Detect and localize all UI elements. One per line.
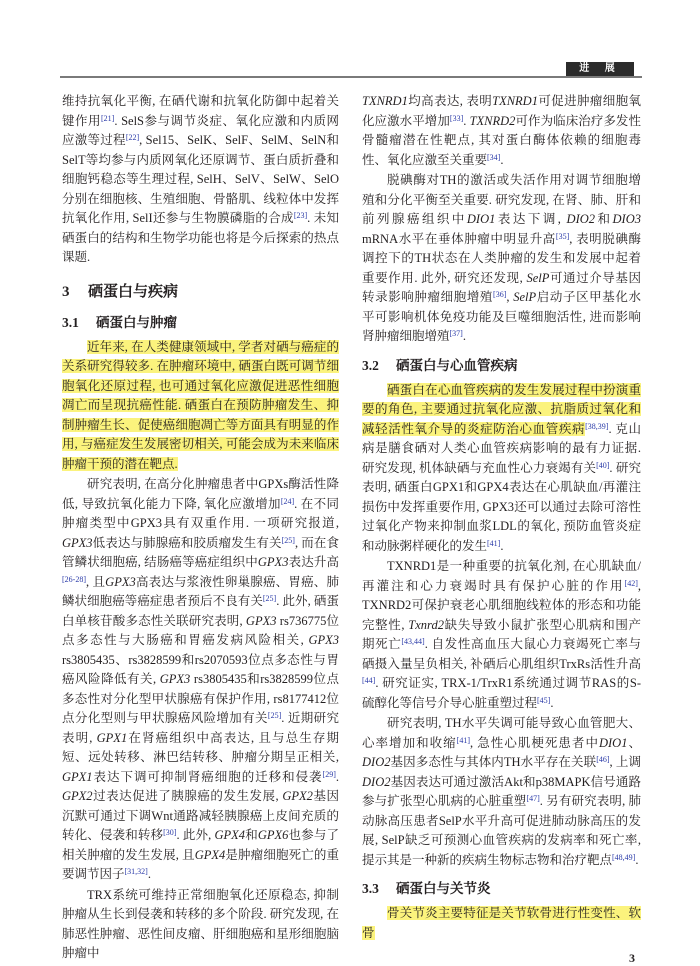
body-text: 维持抗氧化平衡, 在硒代谢和抗氧化防御中起着关键作用 (62, 94, 339, 128)
body-text: 表达升高 (288, 555, 339, 569)
body-text: . (500, 538, 504, 553)
highlighted-text: 骨关节炎主要特征是关节软骨进行性变性、软骨 (362, 906, 641, 940)
citation-link[interactable]: [25] (267, 711, 282, 720)
body-text: . (550, 695, 554, 710)
body-text: , TXNRD2可保护衰老心肌细胞线粒体的形态和功能完整性, (362, 578, 641, 632)
right-column (362, 92, 641, 944)
citation-link[interactable]: [41] (456, 735, 470, 745)
body-text: 在肾癌组织中高表达, 且与总生存期短、远处转移、淋巴结转移、肿瘤分期呈正相关, (62, 730, 339, 764)
body-text: , 急性心肌梗死患者中 (470, 735, 599, 750)
gene-name: GPX3 (245, 613, 277, 628)
citation-link[interactable]: [23] (293, 211, 308, 220)
body-text: . 未知硒蛋白的结构和生物学功能也将是今后探索的热点课题. (62, 211, 339, 264)
subsection-heading (362, 355, 641, 377)
heading-number: 3 (62, 283, 70, 300)
body-text: TRX系统可维持正常细胞氧化还原稳态, 抑制肿瘤从生长到侵袭和转移的多个阶段. 研究发现, 在肺恶性肿瘤、恶性间皮瘤、肝细胞癌和星形细胞脑肿瘤中 (62, 887, 339, 960)
body-text: , Sel15、SelK、SelF、SelM、SelN和SelT等均参与内质网氧化还原调节、蛋白质折叠和细胞钙稳态等生理过程, SelH、SelV、SelW、SelO分别在细胞核、生殖细胞、骨骼肌、线粒体中发挥抗氧化作用, SelI还参与生物膜磷脂的合成 (62, 133, 339, 225)
body-text: . 克山病是膳食硒对人类心血管疾病影响的最有力证据. 研究发现, 机体缺硒与充血性心力衰竭有关 (362, 421, 641, 475)
citation-link[interactable]: [37] (449, 329, 463, 338)
body-text: . 此外, 硒蛋白单核苷酸多态性关联研究表明, (62, 594, 339, 628)
body-text: , (506, 290, 514, 304)
gene-name: DIO2 (566, 212, 596, 226)
gene-name: TXNRD1 (492, 94, 538, 108)
body-text: 研究表明, TH水平失调可能导致心血管肥大、心率增加和收缩 (362, 716, 641, 750)
gene-name: GPX1 (62, 769, 93, 784)
body-text: 和 (245, 828, 258, 842)
citation-link[interactable]: [42] (624, 578, 638, 588)
citation-link[interactable]: [29] (322, 769, 336, 779)
gene-name: SelP (513, 290, 537, 304)
body-text: 可促进肿瘤细胞氧化应激水平增加 (362, 94, 641, 128)
highlighted-text: 近年来, 在人类健康领域中, 学者对硒与癌症的关系研究得较多. 在肿瘤环境中, 硒蛋白既可调节细胞氧化还原过程, 也可通过氧化应激促进恶性细胞凋亡而呈现抗癌性能. 硒蛋白在预防肿瘤发生、抑制肿瘤生长、促使癌细胞凋亡等方面具有明显的作用, 与癌症发生发展密切相关, 可能会成为未来临床肿瘤干预的潜在靶点. (62, 339, 339, 471)
heading-title: 硒蛋白与心血管疾病 (396, 357, 518, 373)
citation-link[interactable]: [34] (487, 152, 501, 162)
body-text: . SelS参与调节炎症、氧化应激和内质网应激等过程 (62, 113, 339, 147)
gene-name: GPX3 (159, 672, 191, 686)
body-text: 也参与了相关肿瘤的发生发展, 且 (62, 828, 339, 862)
left-column (62, 92, 339, 965)
gene-name: DIO2 (362, 774, 391, 789)
header-rule (60, 76, 642, 78)
gene-name: GPX3 (105, 574, 136, 589)
gene-name: GPX2 (62, 789, 93, 803)
body-text: , 且 (86, 574, 106, 589)
citation-link[interactable]: [38,39] (585, 421, 609, 431)
gene-name: TXNRD2 (469, 113, 516, 128)
body-text: 缺失导致小鼠扩张型心肌病和围产期死亡 (362, 617, 641, 651)
section-heading (62, 280, 339, 304)
section-tag: 进 展 (566, 62, 634, 76)
citation-link[interactable]: [25] (281, 535, 295, 545)
gene-name: GPX2 (282, 789, 313, 803)
body-text: , 上调 (609, 755, 641, 769)
paragraph (62, 886, 339, 964)
paragraph (62, 92, 339, 268)
heading-number: 3.1 (62, 314, 79, 330)
gene-name: Txnrd2 (408, 617, 444, 632)
citation-link[interactable]: [30] (163, 828, 177, 837)
heading-title: 硒蛋白与疾病 (88, 283, 179, 300)
paragraph (362, 714, 641, 870)
gene-name: GPX4 (194, 847, 226, 862)
citation-link[interactable]: [43,44] (401, 637, 425, 646)
body-text: mRNA水平在垂体肿瘤中明显升高 (362, 231, 556, 246)
body-text: . 自发性高血压大鼠心力衰竭死亡率与硒摄入量呈负相关, 补硒后心肌组织TrxRs活性升高 (362, 637, 641, 671)
citation-link[interactable]: [45] (537, 695, 551, 705)
body-text: 脱碘酶对TH的激活或失活作用对调节细胞增殖和分化平衡至关重要. 研究发现, 在肾、肺、肝和前列腺癌组织中 (362, 173, 641, 226)
body-text: 表达下调, (495, 212, 567, 226)
citation-link[interactable]: [41] (487, 538, 501, 548)
body-text: 均高表达, 表明 (407, 94, 493, 108)
citation-link[interactable]: [36] (493, 290, 507, 299)
body-text: 表达下调可抑制肾癌细胞的迁移和侵袭 (92, 769, 323, 784)
paragraph (362, 381, 641, 557)
body-text: 过表达促进了胰腺癌的发生发展, (92, 789, 283, 803)
citation-link[interactable]: [31,32] (124, 867, 148, 876)
citation-link[interactable]: [26-28] (62, 574, 86, 584)
gene-name: TXNRD1 (362, 94, 408, 108)
paragraph (362, 904, 641, 943)
body-text: . (463, 113, 470, 128)
citation-link[interactable]: [35] (555, 231, 570, 241)
paragraph (362, 171, 641, 347)
body-text: . 另有研究表明, 肺动脉高压患者SelP水平升高可促进肺动脉高压的发展, SelP缺乏可预测心血管疾病的发病率和死亡率, 提示其是一种新的疾病生物标志物和治疗靶点 (362, 794, 641, 867)
citation-link[interactable]: [44] (362, 676, 376, 685)
citation-link[interactable]: [25] (262, 594, 277, 603)
body-text: . 在不同肿瘤类型中GPX3具有双重作用. 一项研究报道, (62, 496, 339, 530)
body-text: . 近期研究表明, (62, 711, 339, 745)
citation-link[interactable]: [33] (449, 113, 464, 123)
heading-title: 硒蛋白与关节炎 (396, 881, 491, 896)
gene-name: GPX1 (96, 730, 128, 745)
citation-link[interactable]: [24] (280, 496, 295, 506)
gene-name: GPX4 (214, 828, 246, 842)
body-text: 是肿瘤细胞死亡的重要调节因子 (62, 847, 339, 881)
body-text: 基因表达可通过激活Akt和p38MAPK信号通路参与扩张型心肌病的心脏重塑 (362, 774, 641, 808)
body-text: TXNRD1是一种重要的抗氧化剂, 在心肌缺血/再灌注和心力衰竭时具有保护心脏的作用 (362, 559, 641, 593)
body-text: , 而在食管鳞状细胞癌, 结肠癌等癌症组织中 (62, 535, 339, 569)
body-text: 启动子区甲基化水平可影响机体免疫功能及巨噬细胞活性, 进而影响肾肿瘤细胞增殖 (362, 290, 641, 343)
gene-name: DIO2 (362, 755, 391, 769)
gene-name: GPX3 (257, 555, 289, 569)
paragraph (62, 475, 339, 885)
paragraph (362, 92, 641, 170)
body-text: . (462, 329, 466, 343)
body-text: . (147, 867, 151, 881)
subsection-heading (62, 312, 339, 334)
body-text: , 表明脱碘酶调控下的TH状态在人类肿瘤的发生和发展中起着重要作用. 此外, 研究还发现, (362, 231, 641, 285)
body-text: rs3805435、rs3828599和rs2070593位点多态性与胃癌风险降低有关, (62, 652, 339, 686)
body-text: 可作为临床治疗多发性骨髓瘤潜在性靶点, 其对蛋白酶体依赖的细胞毒性、氧化应激至关重要 (362, 113, 641, 167)
page-number: 3 (629, 951, 635, 965)
paragraph (362, 557, 641, 713)
paragraph (62, 338, 339, 475)
body-text: . (635, 852, 639, 867)
gene-name: GPX3 (308, 633, 339, 647)
body-text: 低表达与肺腺癌和胶质瘤发生有关 (92, 535, 282, 550)
gene-name: GPX3 (62, 535, 93, 550)
body-text: . 此外, (176, 828, 215, 842)
body-text: 和 (595, 212, 613, 226)
citation-link[interactable]: [48,49] (612, 852, 636, 862)
subsection-heading (362, 878, 641, 900)
gene-name: DIO1 (598, 735, 628, 750)
citation-link[interactable]: [21] (101, 113, 115, 123)
citation-link[interactable]: [22] (125, 133, 140, 142)
body-text: rs3805435和rs3828599位点多态性对分化型甲状腺癌有保护作用, rs8177412位点分化型则与甲状腺癌风险增加有关 (62, 672, 339, 725)
body-text: 可通过介导基因转录影响肿瘤细胞增殖 (362, 270, 641, 304)
gene-name: SelP (526, 270, 550, 285)
highlighted-text: 硒蛋白在心血管疾病的发生发展过程中扮演重要的角色, 主要通过抗氧化应激、抗脂质过氧化和减轻活性氧介导的炎症防治心血管疾病 (362, 382, 641, 436)
citation-link[interactable]: [47] (526, 794, 540, 803)
gene-name: DIO1 (466, 212, 496, 226)
heading-number: 3.2 (362, 357, 379, 373)
body-text: 基因多态性与其体内TH水平存在关联 (390, 755, 597, 769)
body-text: . 研究证实, TRX-1/TrxR1系统通过调节RAS的S-硫醇化等信号介导心脏重塑过程 (362, 676, 641, 710)
citation-link[interactable]: [46] (596, 755, 610, 764)
gene-name: DIO3 (612, 212, 641, 226)
citation-link[interactable]: [40] (596, 460, 610, 470)
body-text: . (500, 152, 504, 167)
gene-name: GPX6 (257, 828, 289, 842)
body-text: 、 (627, 735, 641, 750)
body-text: 研究表明, 在高分化肿瘤患者中GPXs酶活性降低, 导致抗氧化能力下降, 氧化应激增加 (62, 477, 339, 511)
body-text: . 研究表明, 硒蛋白GPX1和GPX4表达在心肌缺血/再灌注损伤中发挥重要作用, GPX3还可以通过去除可溶性过氧化产物来抑制血浆LDL的氧化, 预防血管炎症和动脉粥样硬化的发生 (362, 460, 641, 553)
body-text: 基因沉默可通过下调Wnt通路减轻胰腺癌上皮间充质的转化、侵袭和转移 (62, 789, 339, 842)
body-text: rs736775位点多态性与大肠癌和胃癌发病风险相关, (62, 613, 339, 647)
heading-number: 3.3 (362, 881, 379, 896)
body-text: 高表达与浆液性卵巢腺癌、胃癌、肺鳞状细胞癌等癌症患者预后不良有关 (62, 574, 339, 608)
heading-title: 硒蛋白与肿瘤 (96, 314, 177, 330)
body-text: . (335, 769, 339, 784)
